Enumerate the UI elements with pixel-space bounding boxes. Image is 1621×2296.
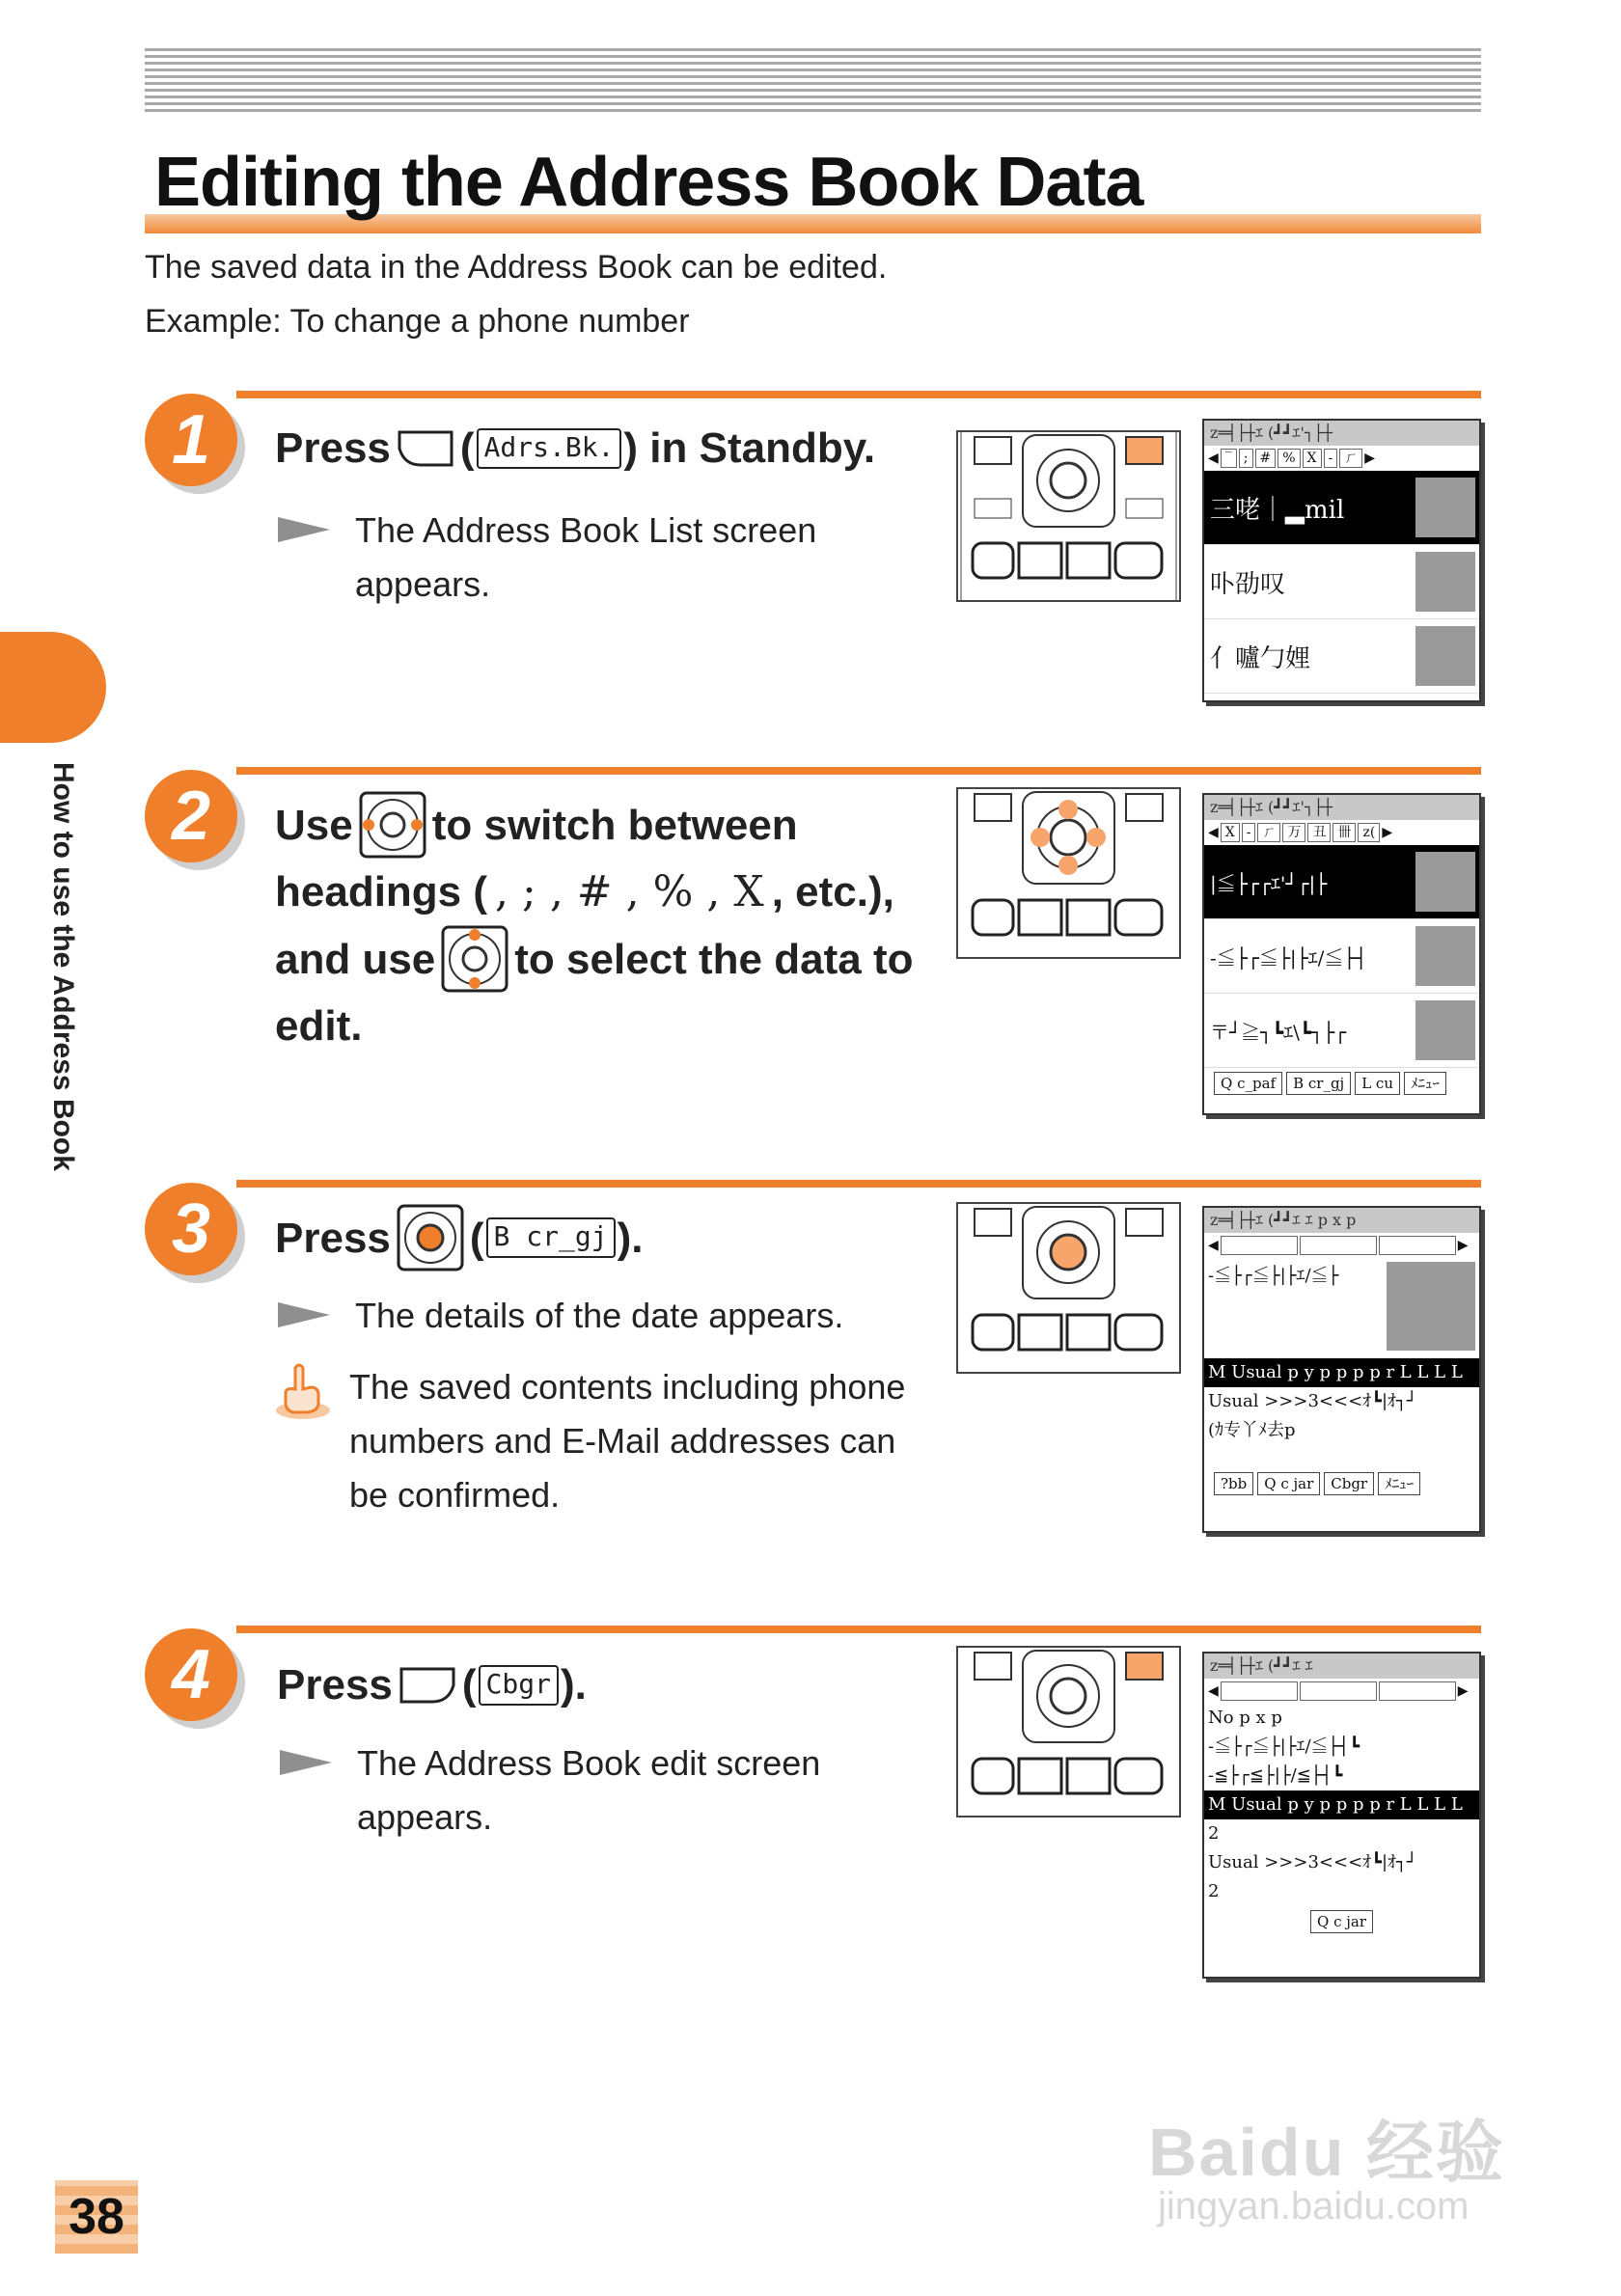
page-title: Editing the Address Book Data [154, 144, 1143, 221]
screen-softkey: ﾒﾆｭｰ [1404, 1072, 1446, 1095]
left-softkey-icon [397, 429, 454, 468]
screen-softkey: B cr_gj [1286, 1072, 1351, 1095]
edit-line: No p x p [1208, 1708, 1282, 1728]
edit-line: -≦├┌≦├|├ｴ/≦├┤┗ [1208, 1736, 1360, 1757]
edit-line: 2 [1208, 1881, 1220, 1901]
screen-tab: ㄏ [1339, 449, 1362, 468]
screen-tab: X [1303, 449, 1322, 468]
screen-detail [1202, 1206, 1481, 1533]
phone-keypad-icon [955, 786, 1182, 960]
screen-tab: - [1242, 823, 1256, 842]
screen-softkey: Q c_paf [1214, 1072, 1282, 1095]
bullet-line: The details of the date appears. [355, 1296, 844, 1335]
tab-right-arrow-icon: ▶ [1457, 1683, 1469, 1699]
pointing-hand-icon [272, 1360, 334, 1422]
screen-status-bar: z═╡├┼ｴ (┛┛ｴ ｴ p x p [1204, 1208, 1479, 1233]
step-1-rule [236, 391, 1481, 398]
step-4-instruction: Press ( Cbgr ). [277, 1661, 587, 1708]
screen-heading-switch [1202, 793, 1481, 1115]
press-text: Press [275, 424, 391, 472]
screen-softkeys [1204, 1068, 1479, 1099]
screen-tab: ‾ [1221, 449, 1237, 468]
detail-line: M Usual p y p p p p r L L L L [1204, 1358, 1479, 1387]
step-1-bullet [278, 504, 816, 612]
step-3-bullet-1 [278, 1289, 843, 1343]
detail-line: (ｶ专丫ﾒ去p [1208, 1420, 1296, 1440]
screen-address-list [1202, 419, 1481, 702]
avatar-icon [1415, 478, 1475, 537]
screen-list-row: 卟劭叹 [1204, 545, 1479, 619]
header-rule-lines [145, 48, 1481, 116]
edit-line: 2 [1208, 1823, 1220, 1844]
step-2-number: 2 [145, 770, 237, 862]
softkey-label: Adrs.Bk. [477, 428, 622, 469]
softkey-label: B cr_gj [486, 1217, 616, 1258]
screen-tab: 丑 [1307, 823, 1331, 842]
avatar-icon [1415, 926, 1475, 986]
right-softkey-icon [398, 1666, 456, 1705]
detail-name: -≦├┌≦├|├ｴ/≦├ [1208, 1266, 1339, 1286]
intro-text-1: The saved data in the Address Book can be edited. [145, 249, 888, 286]
watermark-logo: Baidu 经验 [1148, 2115, 1505, 2190]
avatar-icon [1387, 1262, 1475, 1351]
watermark-url: jingyan.baidu.com [1158, 2185, 1470, 2228]
screen-list-row: 〒┘≧┐┗ｴ\┗┐├┌ [1204, 994, 1479, 1068]
nav-key-up-down-icon [441, 925, 508, 993]
nav-key-center-icon [397, 1204, 464, 1271]
avatar-icon [1415, 852, 1475, 912]
step-1-instruction: Press ( Adrs.Bk. ) in Standby. [275, 415, 875, 481]
screen-edit [1202, 1652, 1481, 1979]
screen-softkey: L cu [1355, 1072, 1400, 1095]
phone-keypad-icon [955, 1201, 1182, 1375]
tab-left-arrow-icon: ◀ [1208, 1238, 1219, 1253]
detail-header [1204, 1258, 1479, 1358]
softkey-label: Cbgr [479, 1665, 559, 1706]
screen-heading-tabs [1204, 1679, 1479, 1704]
tab-right-arrow-icon: ▶ [1364, 451, 1376, 466]
screen-tab: 卌 [1333, 823, 1356, 842]
screen-softkey: Q c jar [1257, 1472, 1320, 1495]
tab-left-arrow-icon: ◀ [1208, 1683, 1219, 1699]
screen-heading-tabs [1204, 1233, 1479, 1258]
phone-keypad-icon [955, 429, 1182, 603]
screen-tab: - [1324, 449, 1338, 468]
screen-list-row: 亻嚧勹娌 [1204, 619, 1479, 694]
screen-softkey: Q c jar [1310, 1910, 1373, 1933]
screen-tab: ; [1239, 449, 1253, 468]
phone-keypad-icon [955, 1645, 1182, 1818]
screen-softkeys [1204, 1468, 1479, 1499]
tab-left-arrow-icon: ◀ [1208, 451, 1219, 466]
screen-softkeys [1204, 1906, 1479, 1937]
chapter-tab [0, 632, 106, 743]
step-1-number: 1 [145, 394, 237, 486]
screen-status-bar: z═╡├┼ｴ (┛┛ｴ ｴ [1204, 1654, 1479, 1679]
step-3-number: 3 [145, 1183, 237, 1275]
screen-list-row: |≦├┌┌ｴ'┘┌|├ [1204, 845, 1479, 919]
detail-line: Usual >>>3<<<ｵ┗|ｵ┐┘ [1208, 1391, 1417, 1411]
screen-status-bar: z═╡├┼ｴ (┛┛ｴ'┐├┼ [1204, 421, 1479, 446]
screen-softkey: ﾒﾆｭｰ [1378, 1472, 1420, 1495]
chapter-label: How to use the Address Book [47, 762, 79, 1171]
screen-tab: % [1278, 449, 1300, 468]
avatar-icon [1415, 552, 1475, 612]
edit-line: Usual >>>3<<<ｵ┗|ｵ┐┘ [1208, 1852, 1417, 1872]
screen-heading-tabs [1204, 820, 1479, 845]
screen-status-bar: z═╡├┼ｴ (┛┛ｴ'┐├┼ [1204, 795, 1479, 820]
step-2-rule [236, 767, 1481, 775]
avatar-icon [1415, 626, 1475, 686]
step-4-rule [236, 1626, 1481, 1633]
screen-list-row: 三咾｜▂mil [1204, 471, 1479, 545]
bullet-line-1: The Address Book List screen [355, 510, 817, 550]
step-1-head-rest: ) in Standby. [623, 424, 876, 472]
screen-softkey: ?bb [1214, 1472, 1253, 1495]
tab-right-arrow-icon: ▶ [1457, 1238, 1469, 1253]
screen-tab: # [1255, 449, 1277, 468]
step-4-bullet: The Address Book edit screen appears. [280, 1736, 820, 1845]
tab-left-arrow-icon: ◀ [1208, 825, 1219, 840]
intro-text-2: Example: To change a phone number [145, 303, 690, 340]
step-2-instruction: Use to switch between headings ( , ; , # , % , X , etc.), and use to select the data to edit. [275, 791, 913, 1059]
arrow-bullet-icon [278, 515, 330, 544]
bullet-line-2: appears. [355, 564, 491, 604]
screen-list-row: -≦├┌≦├|├ｴ/≦├┤ [1204, 919, 1479, 994]
screen-softkey: Cbgr [1324, 1472, 1374, 1495]
step-3-rule [236, 1180, 1481, 1188]
step-4-number: 4 [145, 1628, 237, 1721]
edit-line: -≦├┌≦├|├/≦├┤┗ [1208, 1765, 1343, 1786]
screen-heading-tabs [1204, 446, 1479, 471]
arrow-bullet-icon [280, 1748, 332, 1777]
step-3-bullet-2: The saved contents including phone numbers and E-Mail addresses can be confirmed. [272, 1360, 905, 1522]
screen-tab: 万 [1282, 823, 1305, 842]
step-3-instruction: Press ( B cr_gj ). [275, 1204, 643, 1271]
screen-tab: X [1221, 823, 1240, 842]
nav-key-left-right-icon [359, 791, 426, 859]
screen-tab: ㄏ [1257, 823, 1280, 842]
avatar-icon [1415, 1000, 1475, 1060]
arrow-bullet-icon [278, 1300, 330, 1329]
edit-line: M Usual p y p p p p r L L L L [1204, 1790, 1479, 1819]
heading-glyphs: , ; , # , % , X [495, 867, 764, 916]
screen-tab: z( [1358, 823, 1380, 842]
page-number: 38 [55, 2180, 138, 2254]
tab-right-arrow-icon: ▶ [1382, 825, 1393, 840]
